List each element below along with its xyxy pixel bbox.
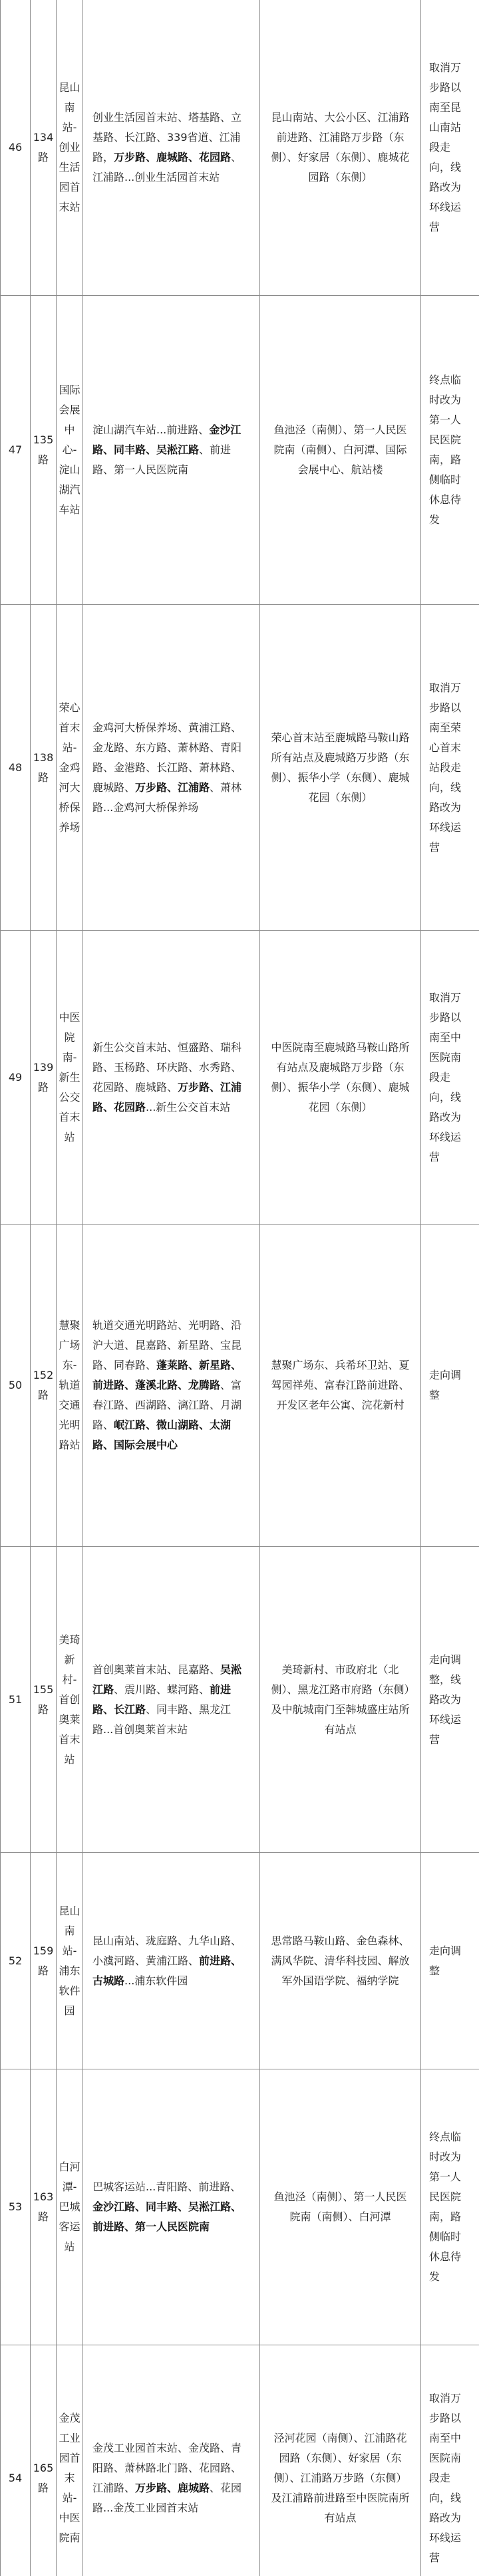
route-number: 159路 [33,1944,54,1977]
route-stops-cell [83,1547,260,1853]
adjusted-stops: 鱼池泾（南侧）、第一人民医院南（南侧）、白河潭 [260,2069,421,2345]
route-name: 慧聚广场东-轨道交通光明路站 [59,1319,80,1451]
stop-segment: 轨道交通光明路站、光明路、沿沪大道、昆嘉路、新星路、宝昆路、同春路、 [92,1319,242,1371]
route-name: 白河潭-巴城客运站 [59,2161,80,2253]
stop-segment: ...新生公交首末站 [146,1100,231,1113]
affected-road-segment: 前进路、古城路 [92,1954,242,1987]
route-name: 昆山南站-创业生活园首末站 [59,81,80,213]
route-name-cell [57,0,83,296]
affected-road-segment: 前进路、长江路 [92,1683,232,1716]
affected-road-segment: 万步路、鹿城路、花园路 [114,151,232,164]
stop-segment: 巴城客运站...青阳路、前进路、 [92,2180,241,2193]
row-number: 49 [1,931,31,1225]
route-name-cell [57,296,83,605]
table-row [1,931,479,1225]
affected-road-segment: 金沙江路、同丰路、吴淞江路、前进路、第一人民医院南 [92,2200,242,2233]
stop-segment: 金鸡河大桥保养场、黄浦江路、金龙路、东方路、萧林路、青阳路、金港路、长江路、萧林路、鹿城路、 [92,721,242,794]
table-row [1,1547,479,1853]
stop-segment: 、前进路、第一人民医院南 [92,443,232,476]
adjusted-stops: 昆山南站、大公小区、江浦路前进路、江浦路万步路（东侧）、好家居（东侧）、鹿城花园路（东侧） [260,0,421,296]
adjusted-stops: 中医院南至鹿城路马鞍山路所有站点及鹿城路万步路（东侧）、振华小学（东侧）、鹿城花园（东侧） [260,931,421,1225]
route-number-cell [31,296,57,605]
route-number-cell [31,1547,57,1853]
route-name-cell [57,605,83,931]
route-number-cell [31,2069,57,2345]
route-name-cell [57,931,83,1225]
route-name: 昆山南站-浦东软件园 [59,1904,80,2017]
stop-segment: 昆山南站、珑庭路、九华山路、小澞河路、黄浦江路、 [92,1934,242,1967]
adjustment-note: 终点临时改为第一人民医院南，路侧临时休息待发 [429,374,462,526]
stop-segment: 、同丰路、黑龙江路...首创奥莱首末站 [92,1702,232,1736]
row-number: 50 [1,1225,31,1547]
adjustment-note-cell [421,1225,479,1547]
adjusted-stops: 慧聚广场东、兵希环卫站、夏驾园祥苑、富春江路前进路、开发区老年公寓、浣花新村 [260,1225,421,1547]
adjustment-note-cell [421,605,479,931]
adjustment-note: 取消万步路以南至荣心首末站段走向，线路改为环线运营 [429,681,462,854]
table-row [1,605,479,931]
route-number: 135路 [33,433,54,466]
route-name: 荣心首末站-金鸡河大桥保养场 [59,701,80,834]
route-stops-cell [83,1853,260,2069]
route-stops-cell [83,296,260,605]
adjustment-note: 走向调整 [429,1369,462,1401]
affected-road-segment: 蓬莱路、新星路、前进路、蓬溪北路、龙腾路 [92,1359,242,1391]
route-name: 国际会展中心-淀山湖汽车站 [59,384,80,516]
stop-segment: ...浦东软件园 [124,1974,188,1987]
adjustment-note: 终点临时改为第一人民医院南，路侧临时休息待发 [429,2131,462,2283]
route-name: 中医院南-新生公交首末站 [59,1010,80,1143]
route-number: 139路 [33,1060,54,1094]
affected-road-segment: 万步路、江浦路 [135,780,210,794]
stop-segment: 淀山湖汽车站...前进路、 [92,423,210,436]
row-number: 51 [1,1547,31,1853]
route-stops-cell [83,2069,260,2345]
route-number-cell [31,931,57,1225]
adjustment-note-cell [421,2069,479,2345]
row-number: 52 [1,1853,31,2069]
adjusted-stops: 泾河花园（南侧）、江浦路花园路（东侧）、好家居（东侧）、江浦路万步路（东侧）及江浦路前进路至中医院南所有站点 [260,2345,421,2576]
route-name: 美琦新村-首创奥莱首末站 [59,1633,80,1766]
route-number-cell [31,605,57,931]
route-name-cell [57,2069,83,2345]
affected-road-segment: 吴淞江路 [92,1663,242,1696]
row-number: 48 [1,605,31,931]
stop-segment: 、花园路...金茂工业园首末站 [92,2481,242,2514]
adjustment-note: 取消万步路以南至中医院南段走向，线路改为环线运营 [429,2391,462,2564]
table-row [1,0,479,296]
adjustment-note-cell [421,296,479,605]
adjustment-note: 取消万步路以南至中医院南段走向，线路改为环线运营 [429,991,462,1163]
adjusted-stops: 思常路马鞍山路、金色森林、满风华院、清华科技园、解放军外国语学院、福纳学院 [260,1853,421,2069]
affected-road-segment: 岷江路、微山湖路、太湖路、国际会展中心 [92,1419,232,1451]
adjustment-note-cell [421,931,479,1225]
table-row [1,2069,479,2345]
route-name-cell [57,1547,83,1853]
adjustment-note-cell [421,1853,479,2069]
route-stops-cell [83,1225,260,1547]
route-number-cell [31,0,57,296]
row-number: 47 [1,296,31,605]
adjusted-stops: 荣心首末站至鹿城路马鞍山路所有站点及鹿城路万步路（东侧）、振华小学（东侧）、鹿城花园（东侧） [260,605,421,931]
stop-segment: 、江浦路...创业生活园首末站 [92,151,242,183]
stop-segment: 创业生活园首末站、塔基路、立基路、长江路、339省道、江浦路， [92,111,242,164]
route-stops-cell [83,605,260,931]
route-number: 134路 [33,131,54,164]
table-row [1,296,479,605]
affected-road-segment: 万步路、鹿城路 [135,2481,210,2494]
route-name-cell [57,2345,83,2576]
adjustment-note: 走向调整 [429,1944,462,1977]
route-number-cell [31,1853,57,2069]
route-number-cell [31,1225,57,1547]
route-stops-cell [83,931,260,1225]
adjustment-note-cell [421,1547,479,1853]
route-name-cell [57,1225,83,1547]
route-stops-cell [83,2345,260,2576]
stop-segment: 、震川路、蝶河路、 [114,1683,210,1696]
row-number: 54 [1,2345,31,2576]
stop-segment: 、富春江路、西湖路、漓江路、月湖路、 [92,1379,242,1431]
affected-road-segment: 万步路、江浦路、花园路 [92,1080,242,1113]
route-number: 138路 [33,751,54,784]
stop-segment: 金茂工业园首末站、金茂路、青阳路、萧林路北门路、花园路、江浦路、 [92,2441,242,2494]
stop-segment: 新生公交首末站、恒盛路、瑞科路、玉杨路、环庆路、水秀路、花园路、鹿城路、 [92,1040,242,1094]
affected-road-segment: 金沙江路、同丰路、吴淞江路 [92,423,241,456]
adjustment-note-cell [421,0,479,296]
row-number: 46 [1,0,31,296]
route-stops-cell [83,0,260,296]
route-name-cell [57,1853,83,2069]
adjustment-note: 走向调整，线路改为环线运营 [429,1653,462,1746]
table-row [1,1853,479,2069]
table-row [1,2345,479,2576]
row-number: 53 [1,2069,31,2345]
route-number-cell [31,2345,57,2576]
adjustment-note: 取消万步路以南至昆山南站段走向，线路改为环线运营 [429,61,462,233]
table-row [1,1225,479,1547]
route-number: 165路 [33,2461,54,2494]
route-name: 金茂工业园首末站-中医院南 [59,2411,80,2544]
stop-segment: 首创奥莱首末站、昆嘉路、 [92,1663,221,1676]
adjustment-note-cell [421,2345,479,2576]
adjusted-stops: 美琦新村、市政府北（北侧）、黑龙江路市府路（东侧）及中航城南门至韩城盛庄站所有站点 [260,1547,421,1853]
adjusted-stops: 鱼池泾（南侧）、第一人民医院南（南侧）、白河潭、国际会展中心、航站楼 [260,296,421,605]
route-number: 152路 [33,1369,54,1401]
route-number: 163路 [33,2190,54,2223]
stop-segment: 、萧林路...金鸡河大桥保养场 [92,780,242,814]
route-number: 155路 [33,1683,54,1716]
